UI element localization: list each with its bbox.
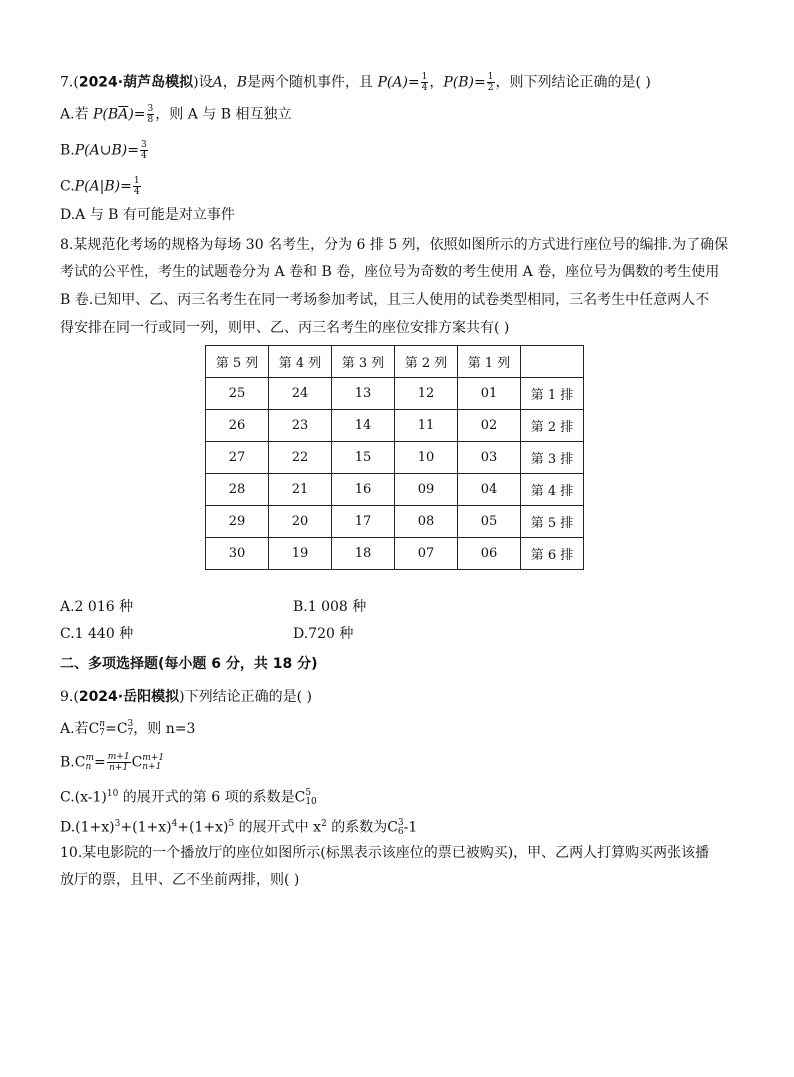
table-cell: 27 [206, 442, 269, 474]
q8-option-c: C.1 440 种 [60, 626, 134, 642]
table-row [206, 442, 584, 474]
table-header-cell: 第 5 列 [206, 346, 269, 378]
table-row [206, 474, 584, 506]
q8-line-1: 8.某规范化考场的规格为每场 30 名考生，分为 6 排 5 列，依照如图所示的方式进行座位号的编排.为了确保 [60, 237, 729, 253]
table-header-cell: 第 4 列 [269, 346, 332, 378]
table-row [206, 410, 584, 442]
q8-option-b: B.1 008 种 [293, 599, 367, 615]
table-cell: 30 [206, 538, 269, 570]
fraction: $\frac{1}{2}$ [487, 72, 494, 93]
fraction: $\frac{m+1}{n+1}$ [107, 752, 130, 773]
q8-option-d: D.720 种 [293, 626, 354, 642]
table-cell: 12 [395, 378, 458, 410]
q7-source-tag: 2024·葫芦岛模拟 [78, 74, 194, 91]
fraction: $\frac{3}{8}$ [147, 104, 154, 125]
table-row [206, 506, 584, 538]
table-cell: 04 [458, 474, 521, 506]
q9-stem: 9.(2024·岳阳模拟)下列结论正确的是( ) [60, 689, 312, 705]
table-cell: 第 2 排 [521, 410, 584, 442]
table-header-row [206, 346, 584, 378]
table-cell: 19 [269, 538, 332, 570]
table-cell: 09 [395, 474, 458, 506]
table-cell: 14 [332, 410, 395, 442]
q9-option-c: $C.(x-1)^{10}$ 的展开式的第 6 项的系数是C 5 10 [60, 787, 317, 807]
q9-option-b: B.C m n = $\frac{m+1}{n+1}$ C m+1 n+1 [60, 752, 165, 773]
q10-line-1: 10.某电影院的一个播放厅的座位如图所示(标黑表示该座位的票已被购买)，甲、乙两人打算购买两张该播 [60, 845, 710, 861]
q8-option-a: A.2 016 种 [60, 599, 134, 615]
fraction: $\frac{1}{4}$ [133, 176, 140, 197]
q8-line-2: 考试的公平性，考生的试题卷分为 A 卷和 B 卷，座位号为奇数的考生使用 A 卷，座位号为偶数的考生使用 [60, 264, 720, 280]
table-cell: 03 [458, 442, 521, 474]
q10-line-2: 放厅的票，且甲、乙不坐前两排，则( ) [60, 872, 300, 888]
q7-option-d: D.A 与 B 有可能是对立事件 [60, 207, 235, 223]
table-cell: 15 [332, 442, 395, 474]
table-cell: 18 [332, 538, 395, 570]
table-cell: 16 [332, 474, 395, 506]
table-header-cell [521, 346, 584, 378]
table-header-cell: 第 1 列 [458, 346, 521, 378]
table-header-cell: 第 3 列 [332, 346, 395, 378]
table-cell: 21 [269, 474, 332, 506]
q8-line-3: B 卷.已知甲、乙、丙三名考生在同一考场参加考试，且三人使用的试卷类型相同，三名考生中任意两人不 [60, 292, 710, 308]
table-cell: 20 [269, 506, 332, 538]
q7-stem: 7.(2024·葫芦岛模拟)设A，B是两个随机事件，且 P(A)= $\frac{1}{4}$ ，P(B)= $\frac{1}{2}$ ，则下列结论正确的是( ) [60, 72, 651, 93]
q7-option-c: C.P(A|B)= $\frac{1}{4}$ [60, 176, 140, 197]
table-cell: 23 [269, 410, 332, 442]
table-cell: 第 6 排 [521, 538, 584, 570]
table-cell: 25 [206, 378, 269, 410]
section-heading: 二、多项选择题(每小题 6 分，共 18 分) [60, 656, 318, 672]
table-cell: 02 [458, 410, 521, 442]
table-cell: 07 [395, 538, 458, 570]
table-cell: 第 1 排 [521, 378, 584, 410]
table-cell: 22 [269, 442, 332, 474]
table-cell: 28 [206, 474, 269, 506]
table-cell: 08 [395, 506, 458, 538]
table-cell: 29 [206, 506, 269, 538]
fraction: $\frac{3}{4}$ [140, 140, 147, 161]
table-cell: 06 [458, 538, 521, 570]
q7-option-b: B.P(A∪B)= $\frac{3}{4}$ [60, 140, 147, 161]
seat-table [205, 345, 584, 570]
table-row [206, 378, 584, 410]
table-cell: 10 [395, 442, 458, 474]
table-cell: 17 [332, 506, 395, 538]
table-cell: 11 [395, 410, 458, 442]
table-cell: 05 [458, 506, 521, 538]
table-cell: 第 3 排 [521, 442, 584, 474]
q8-line-4: 得安排在同一行或同一列，则甲、乙、丙三名考生的座位安排方案共有( ) [60, 320, 510, 336]
q7-option-a: A.若 $P(B\overline{A})=$ $\frac{3}{8}$ ，则 A 与 B 相互独立 [60, 104, 292, 125]
table-header-cell: 第 2 列 [395, 346, 458, 378]
q9-source-tag: 2024·岳阳模拟 [78, 689, 180, 705]
q9-option-a: A.若C n 7 =C 3 7 ，则 n=3 [60, 719, 196, 738]
table-cell: 26 [206, 410, 269, 442]
table-cell: 24 [269, 378, 332, 410]
table-row [206, 538, 584, 570]
table-cell: 13 [332, 378, 395, 410]
table-cell: 01 [458, 378, 521, 410]
q9-option-d: $D.(1+x)^3+(1+x)^4+(1+x)^5$ 的展开式中 $x^2$ 的系数为C 3 6 -1 [60, 817, 418, 837]
fraction: $\frac{1}{4}$ [421, 72, 428, 93]
table-cell: 第 5 排 [521, 506, 584, 538]
q7-number: 7. [60, 74, 74, 91]
table-cell: 第 4 排 [521, 474, 584, 506]
